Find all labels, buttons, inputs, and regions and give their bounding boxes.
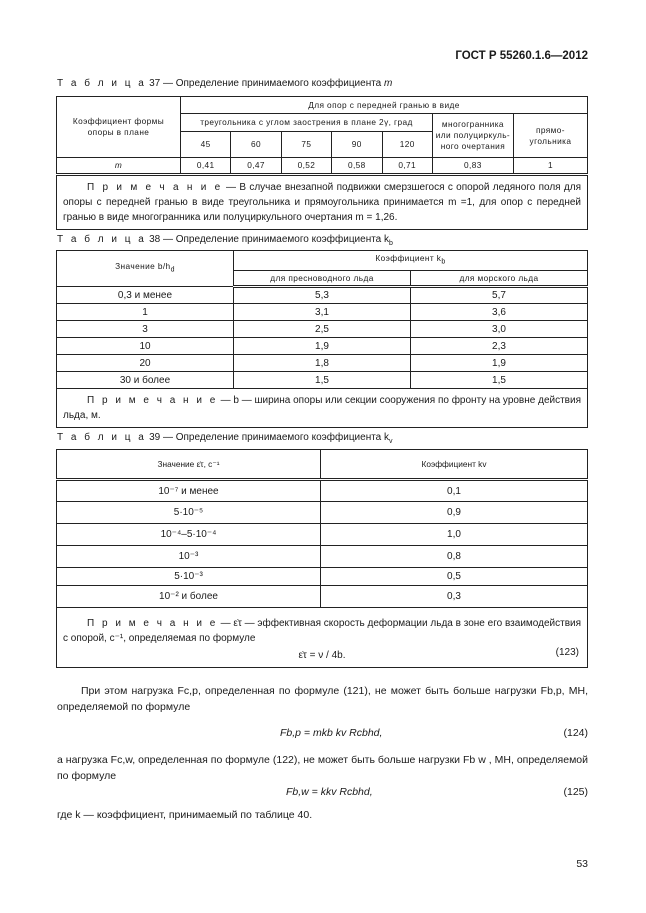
formula-number: (123) [555,647,579,658]
col0-header: Коэффициент формы опоры в плане [57,97,181,158]
table-39-caption [57,432,393,445]
document-code: ГОСТ Р 55260.1.6—2012 [455,50,588,62]
table-row [57,524,588,546]
table-row [57,338,588,355]
table-37-caption [57,78,392,89]
rate-cell: 10⁻⁴–5·10⁻⁴ [57,524,321,546]
table-row [57,372,588,389]
ratio-cell: 0,3 и менее [57,287,234,304]
caption-prefix: Т а б л и ц а [57,234,147,245]
value-cell: 0,71 [382,158,432,175]
value-cell: 0,83 [432,158,513,175]
rate-cell: 5·10⁻⁵ [57,502,321,524]
table-38-caption [57,234,393,247]
value-cell: 1 [513,158,587,175]
caption-var: m [384,78,393,89]
caption-text: 39 — Определение принимаемого коэффициента k [149,432,390,443]
formula-number: (124) [563,727,588,739]
table-38 [56,250,588,428]
note-label: П р и м е ч а н и е [87,395,218,406]
formula-124: Fb,p = mkb kv Rcbhd, [280,727,383,739]
rate-cell: 10⁻³ [57,546,321,568]
note-text: — b — ширина опоры или секции сооружения по фронту на уровне действия льда, м. [63,395,581,421]
fresh-cell: 5,3 [234,287,411,304]
sea-cell: 2,3 [411,338,588,355]
sea-cell: 5,7 [411,287,588,304]
formula-number: (125) [563,786,588,798]
note-text: — В случае внезапной подвижки смерзшегося с опорой ледяного поля для опоры с передней гранью в виде треугольника и прямоугольника принимается m =1, для опор с передней гранью в виде многогранника или полуциркульного очертания m = 1,26. [63,182,582,223]
formula-125: Fb,w = kkv Rcbhd, [286,786,373,798]
col0-header: Значение b/h [115,261,171,272]
paragraph: где k — коэффициент, принимаемый по таблице 40. [57,809,313,821]
angle-cell: 60 [231,132,281,158]
sea-cell: 3,0 [411,321,588,338]
coef-cell: 1,0 [321,524,588,546]
fresh-ice-header: для пресноводного льда [234,271,411,287]
triangle-header: треугольника с углом заострения в плане 2γ, град [181,114,433,132]
sea-ice-header: для морского льда [411,271,588,287]
caption-text: 37 — Определение принимаемого коэффициента [149,78,385,89]
coef-cell: 0,1 [321,480,588,502]
note-label: П р и м е ч а н и е [87,182,223,193]
table-row [57,287,588,304]
caption-sub: v [389,438,393,445]
value-cell: 0,58 [332,158,382,175]
table-row [57,355,588,372]
formula-123: ε̇τ = ν / 4b. [298,650,346,661]
table-row [57,304,588,321]
value-cell: 0,52 [281,158,331,175]
sea-cell: 1,9 [411,355,588,372]
sea-cell: 3,6 [411,304,588,321]
coef-cell: 0,3 [321,586,588,608]
angle-cell: 45 [181,132,231,158]
table-38-note [57,389,588,428]
table-row [57,321,588,338]
table-37 [56,96,588,230]
caption-text: 38 — Определение принимаемого коэффициента k [149,234,390,245]
col0-sub: d [170,266,175,274]
rate-cell: 5·10⁻³ [57,568,321,586]
polygon-header: многогранника или полуциркуль-ного очертания [432,114,513,158]
paragraph: а нагрузка Fc,w, определенная по формуле (122), не может быть больше нагрузки Fb w , МН, определяемой по формуле [57,754,588,782]
rate-header: Значение ε̇τ, c⁻¹ [57,450,321,480]
table-row [57,586,588,608]
angle-cell: 75 [281,132,331,158]
table-row [57,568,588,586]
fresh-cell: 3,1 [234,304,411,321]
table-row [57,546,588,568]
value-cell: 0,41 [181,158,231,175]
ratio-cell: 10 [57,338,234,355]
caption-sub: b [389,240,393,247]
caption-prefix: Т а б л и ц а [57,78,147,89]
fresh-cell: 1,5 [234,372,411,389]
sea-cell: 1,5 [411,372,588,389]
group-header: Коэффициент k [375,253,442,264]
rate-cell: 10⁻² и более [57,586,321,608]
ratio-cell: 1 [57,304,234,321]
fresh-cell: 1,8 [234,355,411,372]
table-row [57,502,588,524]
value-cell: 0,47 [231,158,281,175]
ratio-cell: 30 и более [57,372,234,389]
group-sub: b [441,258,446,266]
table-row [57,480,588,502]
page-number: 53 [576,858,588,870]
ratio-cell: 3 [57,321,234,338]
rectangle-header: прямо-угольника [513,114,587,158]
angle-cell: 120 [382,132,432,158]
note-text: — ε̇τ — эффективная скорость деформации льда в зоне его взаимодействия с опорой, c⁻¹, определяемая по формуле [63,618,582,644]
coef-cell: 0,9 [321,502,588,524]
note-label: П р и м е ч а н и е [87,618,218,629]
paragraph: При этом нагрузка Fc,p, определенная по формуле (121), не может быть больше нагрузки Fb,p, МН, определяемой по формуле [57,685,588,713]
rate-cell: 10⁻⁷ и менее [57,480,321,502]
table-39 [56,449,588,668]
caption-prefix: Т а б л и ц а [57,432,147,443]
table-37-note [57,175,588,230]
angle-cell: 90 [332,132,382,158]
coef-cell: 0,5 [321,568,588,586]
fresh-cell: 2,5 [234,321,411,338]
coefficient-header: Коэффициент kv [321,450,588,480]
table-39-note [57,608,588,668]
group-header: Для опор с передней гранью в виде [181,97,588,114]
fresh-cell: 1,9 [234,338,411,355]
row-label: m [114,160,123,170]
coef-cell: 0,8 [321,546,588,568]
ratio-cell: 20 [57,355,234,372]
